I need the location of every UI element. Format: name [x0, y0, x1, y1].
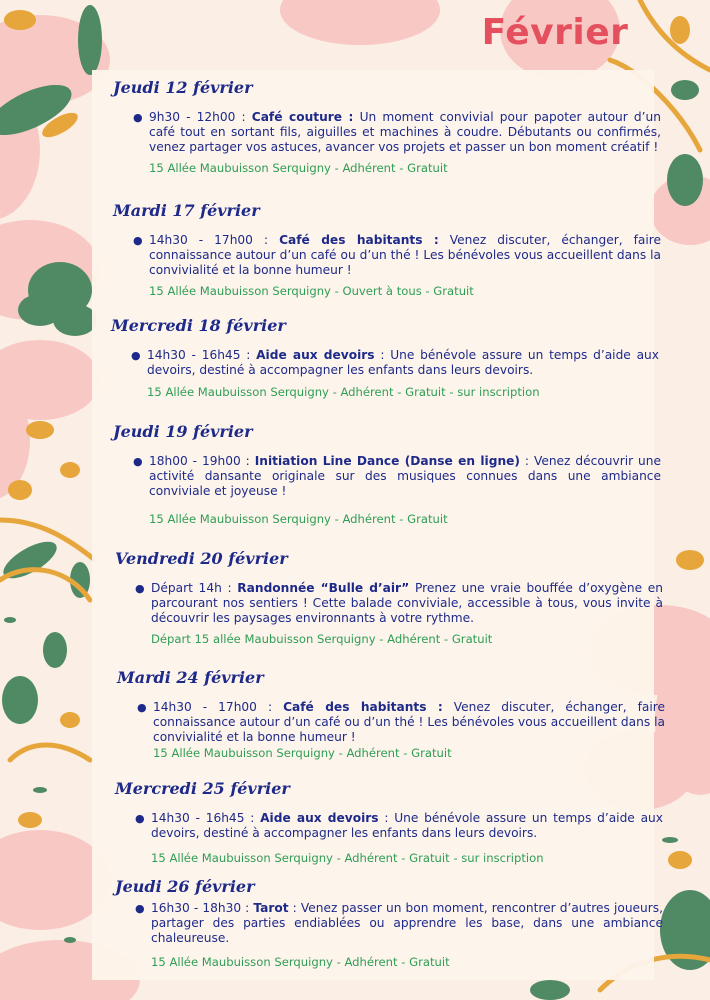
day-heading: Jeudi 12 février — [113, 78, 253, 97]
bullet-icon: ● — [133, 111, 143, 124]
bullet-icon: ● — [137, 701, 147, 714]
event-location: 15 Allée Maubuisson Serquigny - Adhérent - Gratuit - sur inscription — [151, 850, 544, 865]
day-heading: Mardi 24 février — [117, 668, 264, 687]
event-block — [113, 78, 673, 175]
event-text: : Venez découvrir une activité dansante originale sur des musiques connues dans une ambiance conviviale et joyeuse ! — [149, 454, 662, 498]
event-entry — [115, 581, 675, 646]
event-time: 14h30 - 17h00 : — [153, 700, 284, 714]
event-name: Tarot — [253, 901, 289, 915]
day-heading: Jeudi 19 février — [113, 422, 253, 441]
event-entry — [115, 811, 675, 865]
day-heading: Mercredi 18 février — [111, 316, 286, 335]
event-block — [113, 201, 673, 298]
event-name: Café couture : — [251, 110, 354, 124]
event-text: Venez discuter, échanger, faire connaissance autour d’un café ou d’un thé ! Les bénévoles vous accueillent dans la convivialité et la bonne humeur ! — [149, 233, 661, 277]
event-name: Randonnée “Bulle d’air” — [237, 581, 410, 595]
event-entry — [113, 110, 673, 175]
event-location: Départ 15 allée Maubuisson Serquigny - Adhérent - Gratuit — [151, 632, 493, 647]
event-block — [115, 779, 675, 865]
event-name: Café des habitants : — [279, 233, 439, 247]
event-description — [149, 454, 661, 498]
event-text: : Une bénévole assure un temps d’aide aux devoirs, destiné à accompagner les enfants dans leurs devoirs. — [147, 348, 659, 377]
bullet-icon: ● — [135, 902, 145, 915]
event-text: Un moment convivial pour papoter autour d’un café tout en sortant fils, aiguilles et machines à coudre. Débutants ou confirmés, venez partager vos astuces, avancer vos projets et passer un bon moment créatif ! — [149, 110, 661, 154]
event-text: Prenez une vraie bouffée d’oxygène en parcourant nos sentiers ! Cette balade conviviale, accessible à tous, vous invite à découvrir les paysages environnants à votre rythme. — [151, 581, 664, 625]
event-time: 16h30 - 18h30 : — [151, 901, 254, 915]
event-location: 15 Allée Maubuisson Serquigny - Adhérent - Gratuit - sur inscription — [147, 384, 540, 399]
page-title: Février — [481, 12, 629, 53]
event-time: 14h30 - 16h45 : — [151, 811, 261, 825]
event-time: 14h30 - 17h00 : — [149, 233, 280, 247]
event-location: 15 Allée Maubuisson Serquigny - Ouvert à tous - Gratuit — [149, 284, 474, 299]
event-time: 18h00 - 19h00 : — [149, 454, 255, 468]
bullet-icon: ● — [133, 455, 143, 468]
event-block — [113, 422, 673, 526]
bullet-icon: ● — [135, 582, 145, 595]
event-location: 15 Allée Maubuisson Serquigny - Adhérent - Gratuit — [149, 161, 448, 176]
event-description — [149, 233, 661, 277]
event-entry — [113, 233, 673, 298]
event-location: 15 Allée Maubuisson Serquigny - Adhérent - Gratuit — [153, 746, 452, 761]
event-time: Départ 14h : — [151, 581, 238, 595]
event-time: 14h30 - 16h45 : — [147, 348, 257, 362]
event-entry — [115, 901, 675, 969]
day-heading: Mardi 17 février — [113, 201, 260, 220]
event-time: 9h30 - 12h00 : — [149, 110, 252, 124]
event-name: Café des habitants : — [283, 700, 443, 714]
event-entry — [117, 700, 677, 760]
event-block — [111, 316, 671, 399]
bullet-icon: ● — [133, 234, 143, 247]
bullet-icon: ● — [135, 812, 145, 825]
event-entry — [111, 348, 671, 399]
bullet-icon: ● — [131, 349, 141, 362]
event-description — [153, 700, 665, 744]
event-block — [117, 668, 677, 760]
day-heading: Vendredi 20 février — [115, 549, 288, 568]
event-name: Aide aux devoirs — [260, 811, 379, 825]
event-text: Venez discuter, échanger, faire connaissance autour d’un café ou d’un thé ! Les bénévoles vous accueillent dans la convivialité et la bonne humeur ! — [153, 700, 665, 744]
event-description — [151, 901, 663, 945]
day-heading: Mercredi 25 février — [115, 779, 290, 798]
event-block — [115, 549, 675, 646]
event-text: : Venez passer un bon moment, rencontrer d’autres joueurs, partager des parties endiablées ou apprendre les base, dans une ambiance chaleureuse. — [151, 901, 663, 945]
event-name: Initiation Line Dance (Danse en ligne) — [254, 454, 520, 468]
day-heading: Jeudi 26 février — [115, 877, 255, 896]
event-description — [149, 110, 661, 154]
event-location: 15 Allée Maubuisson Serquigny - Adhérent - Gratuit — [149, 512, 448, 527]
event-text: : Une bénévole assure un temps d’aide aux devoirs, destiné à accompagner les enfants dans leurs devoirs. — [151, 811, 663, 840]
event-entry — [113, 454, 673, 526]
event-block — [115, 877, 675, 969]
event-name: Aide aux devoirs — [256, 348, 375, 362]
event-description — [151, 581, 663, 625]
event-location: 15 Allée Maubuisson Serquigny - Adhérent - Gratuit — [151, 955, 450, 970]
event-description — [147, 348, 659, 378]
event-description — [151, 811, 663, 841]
